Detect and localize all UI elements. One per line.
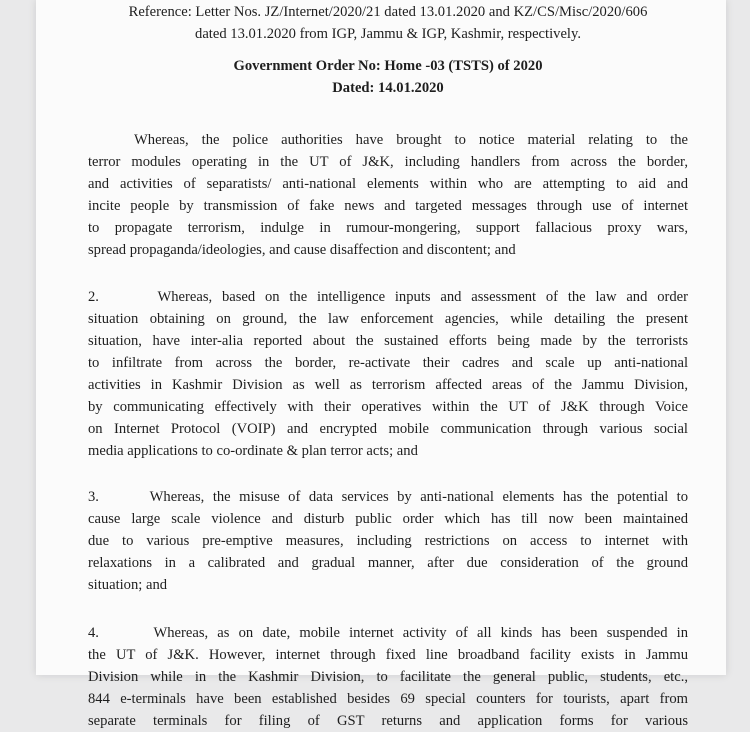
paragraph-line: spread propaganda/ideologies, and cause disaffection and discontent; and — [88, 242, 516, 258]
paragraph-line: media applications to co-ordinate & plan terror acts; and — [88, 443, 418, 459]
paragraph-line: to propagate terrorism, indulge in rumour-mongering, support fallacious proxy wars, — [88, 220, 688, 236]
paragraph-line: incite people by transmission of fake news and targeted messages through use of internet — [88, 198, 688, 214]
reference-line-2: dated 13.01.2020 from IGP, Jammu & IGP, Kashmir, respectively. — [195, 26, 581, 42]
paragraph-line: terror modules operating in the UT of J&K, including handlers from across the border, — [88, 154, 688, 170]
paragraph-line: 844 e-terminals have been established besides 69 special counters for tourists, apart from — [88, 691, 688, 707]
paragraph-line: situation; and — [88, 577, 168, 593]
paragraph-line: to infiltrate from across the border, re-activate their cadres and scale up anti-national — [88, 355, 688, 371]
paragraph-line: Division while in the Kashmir Division, to facilitate the general public, students, etc., — [88, 669, 688, 685]
paragraph-line: cause large scale violence and disturb public order which has till now been maintained — [88, 511, 688, 527]
paragraph-1 — [88, 129, 688, 261]
paragraph-line: 3. Whereas, the misuse of data services by anti-national elements has the potential to — [88, 489, 688, 505]
paragraph-2 — [88, 286, 688, 462]
paragraph-line: 2. Whereas, based on the intelligence inputs and assessment of the law and order — [88, 289, 688, 305]
paragraph-line: activities in Kashmir Division as well as terrorism affected areas of the Jammu Division, — [88, 377, 688, 393]
reference-block — [88, 0, 688, 45]
paragraph-line: 4. Whereas, as on date, mobile internet activity of all kinds has been suspended in — [88, 625, 688, 641]
order-heading — [88, 55, 688, 99]
paragraph-line: on Internet Protocol (VOIP) and encrypted mobile communication through various social — [88, 421, 688, 437]
paragraph-line: due to various pre-emptive measures, including restrictions on access to internet with — [88, 533, 688, 549]
paragraph-line: situation, have inter-alia reported about the sustained efforts being made by the terrorists — [88, 333, 688, 349]
paragraph-line: separate terminals for filing of GST returns and application forms for various — [88, 713, 688, 729]
paragraph-3 — [88, 486, 688, 596]
paragraph-4 — [88, 622, 688, 732]
order-title: Government Order No: Home -03 (TSTS) of 2020 — [233, 58, 543, 74]
paragraph-line: situation obtaining on ground, the law enforcement agencies, while detailing the present — [88, 311, 688, 327]
paragraph-line: and activities of separatists/ anti-national elements within who are attempting to aid and — [88, 176, 688, 192]
paragraph-line: Whereas, the police authorities have brought to notice material relating to the — [134, 132, 688, 148]
government-order-document — [88, 0, 688, 732]
paragraph-line: relaxations in a calibrated and gradual manner, after due consideration of the ground — [88, 555, 688, 571]
reference-line-1: Reference: Letter Nos. JZ/Internet/2020/21 dated 13.01.2020 and KZ/CS/Misc/2020/606 — [128, 4, 648, 20]
order-date: Dated: 14.01.2020 — [332, 80, 444, 96]
paragraph-line: by communicating effectively with their operatives within the UT of J&K through Voice — [88, 399, 688, 415]
paragraph-line: the UT of J&K. However, internet through fixed line broadband facility exists in Jammu — [88, 647, 688, 663]
